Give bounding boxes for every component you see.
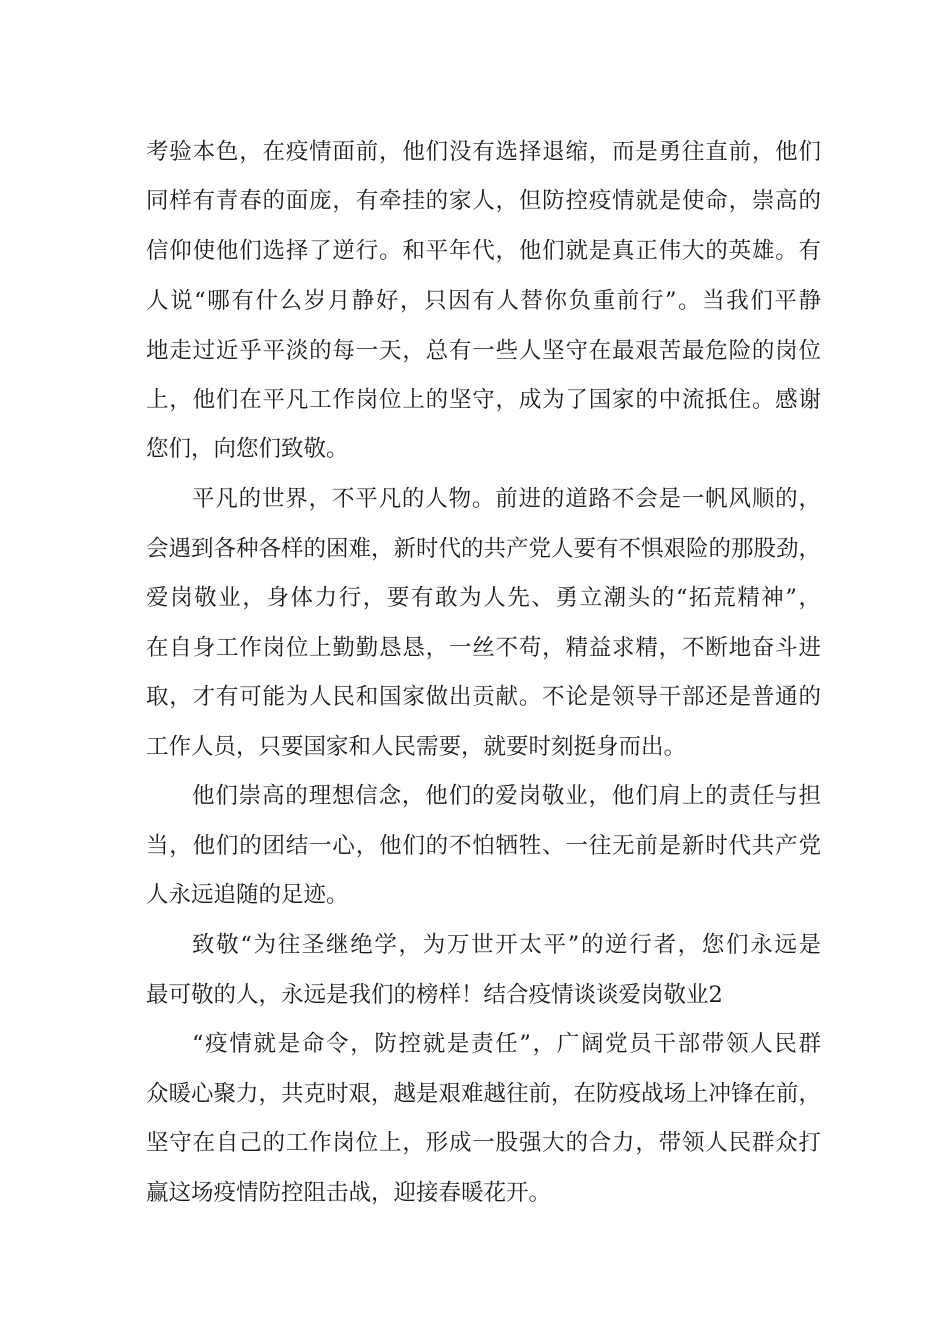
text-line: 人永远追随的足迹。 <box>146 882 349 908</box>
text-line: 工作人员，只要国家和人民需要，就要时刻挺身而出。 <box>146 734 687 760</box>
text-line: 取，才有可能为人民和国家做出贡献。不论是领导干部还是普通的 <box>146 684 821 710</box>
text-line: 爱岗敬业，身体力行，要有敢为人先、勇立潮头的“拓荒精神”， <box>146 585 821 611</box>
text-line: 赢这场疫情防控阻击战，迎接春暖花开。 <box>146 1180 552 1206</box>
paragraph-first-line: 平凡的世界，不平凡的人物。前进的道路不会是一帆风顺的， <box>192 486 821 512</box>
text-line: 在自身工作岗位上勤勤恳恳，一丝不苟，精益求精，不断地奋斗进 <box>146 635 821 661</box>
text-line: 最可敬的人，永远是我们的榜样！结合疫情谈谈爱岗敬业2 <box>146 982 723 1008</box>
text-line: 当，他们的团结一心，他们的不怕牺牲、一往无前是新时代共产党 <box>146 833 821 859</box>
text-line: 信仰使他们选择了逆行。和平年代，他们就是真正伟大的英雄。有 <box>146 238 821 264</box>
text-line: 人说“哪有什么岁月静好，只因有人替你负重前行”。当我们平静 <box>146 288 821 314</box>
text-line: 会遇到各种各样的困难，新时代的共产党人要有不惧艰险的那股劲， <box>146 536 822 562</box>
text-line: 上，他们在平凡工作岗位上的坚守，成为了国家的中流抵住。感谢 <box>146 387 821 413</box>
paragraph-first-line: 他们崇高的理想信念，他们的爱岗敬业，他们肩上的责任与担 <box>192 783 821 809</box>
text-line: 坚守在自己的工作岗位上，形成一股强大的合力，带领人民群众打 <box>146 1130 821 1156</box>
text-line: 同样有青春的面庞，有牵挂的家人，但防控疫情就是使命，崇高的 <box>146 188 821 214</box>
text-line: 您们，向您们致敬。 <box>146 436 349 462</box>
text-line: 众暖心聚力，共克时艰，越是艰难越往前，在防疫战场上冲锋在前， <box>146 1081 822 1107</box>
text-line: 考验本色，在疫情面前，他们没有选择退缩，而是勇往直前，他们 <box>146 139 821 165</box>
paragraph-first-line: 致敬“为往圣继绝学，为万世开太平”的逆行者，您们永远是 <box>192 932 821 958</box>
text-line: 地走过近乎平淡的每一天，总有一些人坚守在最艰苦最危险的岗位 <box>146 338 821 364</box>
paragraph-first-line: “疫情就是命令，防控就是责任”，广阔党员干部带领人民群 <box>192 1031 821 1057</box>
